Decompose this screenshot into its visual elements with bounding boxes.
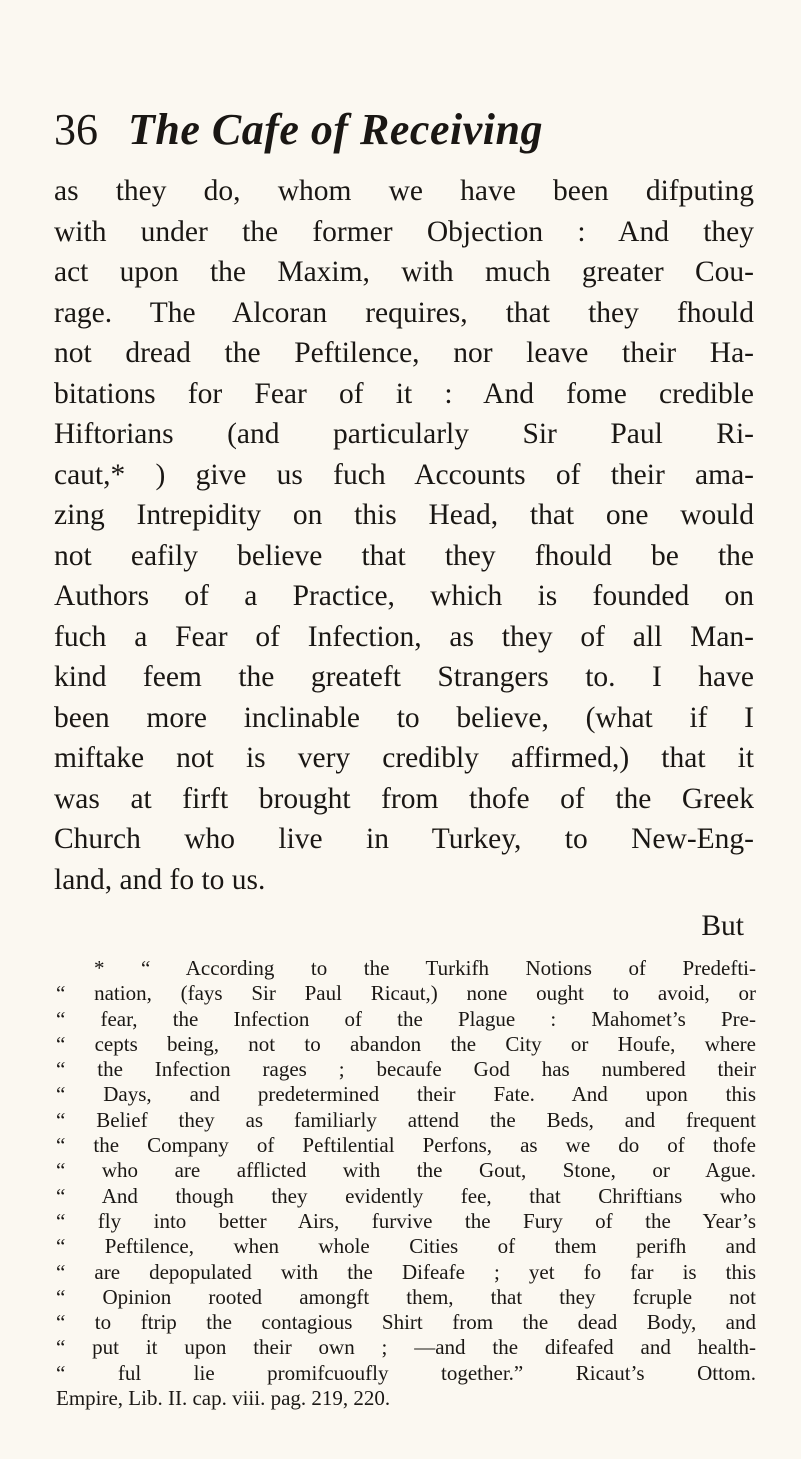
footnote-line: “ the Infection rages ; becaufe God has numbered their <box>56 1057 756 1082</box>
footnote-line: “ ful lie promifcuoufly together.” Ricaut’s Ottom. <box>56 1360 756 1385</box>
footnote-line: “ Days, and predetermined their Fate. And upon this <box>56 1082 756 1107</box>
body-line: with under the former Objection : And they <box>54 215 754 248</box>
body-line: bitations for Fear of it : And fome credible <box>54 377 754 410</box>
body-line: was at firft brought from thofe of the Greek <box>54 782 754 815</box>
body-line: kind feem the greateft Strangers to. I have <box>54 661 754 693</box>
body-text <box>54 171 754 900</box>
footnote-line: “ Opinion rooted amongft them, that they fcruple not <box>56 1284 756 1309</box>
body-line: not eafily believe that they fhould be the <box>54 539 754 572</box>
footnote-line: “ are depopulated with the Difeafe ; yet fo far is this <box>56 1259 756 1284</box>
footnote-line: “ cepts being, not to abandon the City or Houfe, where <box>56 1031 756 1056</box>
body-line: zing Intrepidity on this Head, that one would <box>54 499 754 531</box>
footnote-line: “ Peftilence, when whole Cities of them perifh and <box>56 1234 756 1259</box>
body-line: Church who live in Turkey, to New-Eng- <box>54 823 754 855</box>
body-line: fuch a Fear of Infection, as they of all Man- <box>54 620 754 653</box>
body-line: been more inclinable to believe, (what if I <box>54 701 754 734</box>
footnote <box>56 956 756 1411</box>
page-header <box>54 100 754 160</box>
catchword: But <box>701 910 744 942</box>
footnote-line: “ to ftrip the contagious Shirt from the dead Body, and <box>56 1310 756 1335</box>
page-number: 36 <box>54 105 98 154</box>
body-line: not dread the Peftilence, nor leave their Ha- <box>54 337 754 369</box>
footnote-line: “ nation, (fays Sir Paul Ricaut,) none ought to avoid, or <box>56 981 756 1006</box>
body-line: miftake not is very credibly affirmed,) that it <box>54 742 754 774</box>
footnote-line: “ fly into better Airs, furvive the Fury of the Year’s <box>56 1208 756 1233</box>
footnote-line: “ who are afflicted with the Gout, Stone, or Ague. <box>56 1158 756 1183</box>
body-line: land, and fo to us. <box>54 863 266 896</box>
body-line: Authors of a Practice, which is founded on <box>54 580 754 612</box>
footnote-line: Empire, Lib. II. cap. viii. pag. 219, 220. <box>56 1386 391 1411</box>
running-head: The Cafe of Receiving <box>128 105 543 154</box>
body-line: rage. The Alcoran requires, that they fhould <box>54 296 754 329</box>
footnote-line: * “ According to the Turkifh Notions of Predefti- <box>94 956 756 980</box>
body-line: Hiftorians (and particularly Sir Paul Ri- <box>54 418 754 450</box>
footnote-line: “ Belief they as familiarly attend the Beds, and frequent <box>56 1107 756 1132</box>
body-line: caut,* ) give us fuch Accounts of their ama- <box>54 458 754 491</box>
footnote-line: “ put it upon their own ; —and the difeafed and health- <box>56 1335 756 1360</box>
footnote-line: “ the Company of Peftilential Perfons, as we do of thofe <box>56 1133 756 1158</box>
body-line: as they do, whom we have been difputing <box>54 175 754 207</box>
footnote-line: “ fear, the Infection of the Plague : Mahomet’s Pre- <box>56 1006 756 1031</box>
body-line: act upon the Maxim, with much greater Cou- <box>54 256 754 288</box>
footnote-line: “ And though they evidently fee, that Chriftians who <box>56 1183 756 1208</box>
